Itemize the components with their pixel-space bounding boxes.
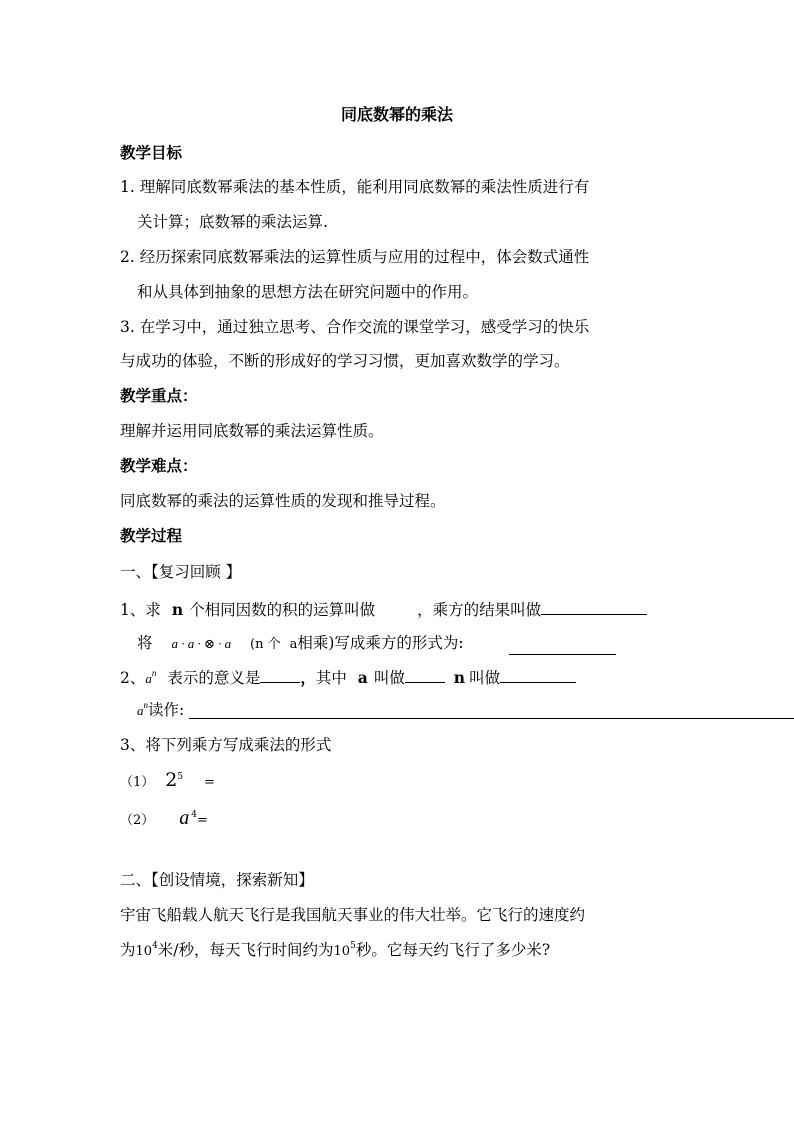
story-v-exp: 4 [152, 941, 158, 951]
objective-2-line-1: 2. 经历探索同底数幂乘法的运算性质与应用的过程中，体会数式通性 [120, 248, 590, 266]
question-3: 3、将下列乘方写成乘法的形式 [120, 736, 332, 754]
q2b-reading-blank[interactable] [189, 718, 794, 719]
q2-comma: ， [300, 668, 316, 687]
q2-n: n [453, 668, 466, 687]
q1b-paren: (n 个 [250, 637, 281, 652]
q3-2-exp: 4 [191, 810, 197, 820]
q1b-answer-blank[interactable] [509, 654, 616, 655]
q1b-a: a [289, 637, 298, 652]
question-3-item-1 [120, 770, 215, 794]
objective-1-line-1: 1. 理解同底数幂乘法的基本性质，能利用同底数幂的乘法性质进行有 [120, 178, 590, 196]
key-point-text: 理解并运用同底数幂的乘法运算性质。 [120, 422, 384, 440]
story-line-1: 宇宙飞船载人航天飞行是我国航天事业的伟大壮举。它飞行的速度约 [120, 906, 586, 924]
question-1b [137, 633, 464, 655]
difficulty-heading: 教学难点： [120, 456, 198, 475]
q3-2-eq: = [196, 813, 208, 828]
q3-2-base: a [179, 807, 190, 829]
objectives-heading: 教学目标 [120, 143, 183, 162]
q3-1-base: 2 [165, 769, 178, 791]
question-2b [137, 700, 184, 722]
question-2 [120, 666, 576, 690]
q1-prefix: 1、求 [120, 601, 161, 619]
q3-2-label: （2） [120, 813, 155, 828]
difficulty-text: 同底数幂的乘法的运算性质的发现和推导过程。 [120, 492, 446, 510]
q2b-base: a [137, 703, 144, 718]
story-t-base: 10 [333, 944, 351, 959]
q1-mid: 个相同因数的积的运算叫做 [189, 601, 376, 619]
q2-exp: n [151, 668, 157, 678]
q3-1-eq: = [203, 775, 215, 790]
question-1 [120, 598, 647, 620]
q1b-end: 相乘)写成乘方的形式为: [297, 634, 464, 652]
story-pre: 为 [120, 941, 136, 959]
q1b-expr: a · a · ⊗ · a [171, 636, 232, 651]
section-2-heading: 二、【创设情境，探索新知】 [120, 871, 314, 889]
objective-1-line-2: 关计算；底数幂的乘法运算. [137, 213, 328, 231]
objective-2-line-2: 和从具体到抽象的思想方法在研究问题中的作用。 [137, 283, 479, 301]
story-mid: 米/秒，每天飞行时间约为 [157, 941, 334, 959]
q2-prefix: 2、 [120, 669, 146, 687]
story-end: 秒。它每天约飞行了多少米? [355, 941, 551, 959]
q2-jiao1: 叫做 [373, 669, 405, 687]
q3-1-exp: 5 [177, 772, 184, 782]
q1-answer-blank[interactable] [541, 598, 647, 615]
q1-end: ，乘方的结果叫做 [417, 601, 542, 619]
q1b-prefix: 将 [137, 634, 153, 652]
process-heading: 教学过程 [120, 526, 183, 545]
story-line-2 [120, 940, 550, 963]
q3-1-label: （1） [120, 775, 155, 790]
section-1-heading: 一、【复习回顾 】 [120, 563, 242, 581]
objective-3-line-2: 与成功的体验，不断的形成好的学习习惯，更加喜欢数学的学习。 [120, 352, 570, 370]
story-t-exp: 5 [350, 941, 356, 951]
q2-n-blank[interactable] [500, 666, 576, 683]
page-title: 同底数幂的乘法 [340, 105, 453, 124]
q1-n: n [171, 600, 184, 619]
q2-jiao2: 叫做 [469, 669, 501, 687]
story-v-base: 10 [135, 944, 153, 959]
key-point-heading: 教学重点： [120, 386, 198, 405]
q2-a-blank[interactable] [405, 666, 445, 683]
q2-base: a [145, 671, 152, 686]
q2b-label: 读作: [148, 701, 185, 719]
q2b-exp: n [143, 700, 148, 710]
q2-meaning-blank[interactable] [260, 666, 300, 683]
q2-mid2: 其中 [315, 669, 347, 687]
objective-3-line-1: 3. 在学习中，通过独立思考、合作交流的课堂学习，感受学习的快乐 [120, 318, 590, 336]
q2-mid: 表示的意义是 [167, 669, 261, 687]
question-3-item-2 [120, 808, 208, 832]
q2-a: a [357, 668, 368, 687]
